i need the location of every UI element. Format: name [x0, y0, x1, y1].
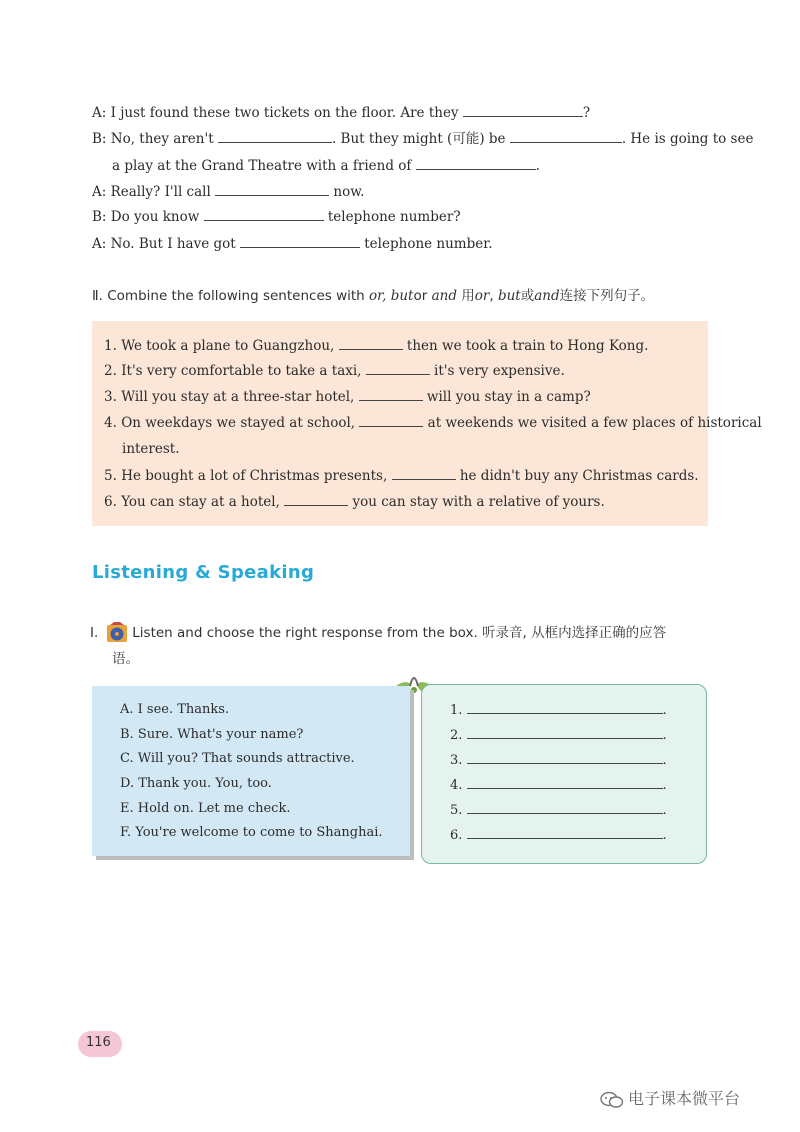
- wechat-icon: [600, 1091, 624, 1109]
- exercise-2-box: [92, 321, 762, 526]
- answer-blank[interactable]: [467, 826, 663, 839]
- answer-line: 3. .: [450, 753, 667, 768]
- answer-blank[interactable]: [467, 701, 663, 714]
- exercise-2-instruction: Ⅱ. Combine the following sentences with or, butor and 用or, but或and连接下列句子。: [92, 288, 655, 304]
- response-option: B. Sure. What's your name?: [120, 727, 304, 742]
- section-title: Listening & Speaking: [92, 562, 315, 583]
- answer-line: 1. .: [450, 703, 667, 718]
- dialogue-line-6: A: No. But I have got telephone number.: [92, 236, 493, 252]
- list-item: 5. He bought a lot of Christmas presents, he didn't buy any Christmas cards.: [104, 468, 699, 484]
- response-option: E. Hold on. Let me check.: [120, 801, 291, 816]
- list-item: 4. On weekdays we stayed at school, at weekends we visited a few places of historical: [104, 415, 762, 431]
- answer-blank[interactable]: [467, 726, 663, 739]
- answer-blank[interactable]: [467, 751, 663, 764]
- answer-blank[interactable]: [366, 362, 430, 375]
- dialogue-line-5: B: Do you know telephone number?: [92, 209, 461, 225]
- answer-blank[interactable]: [339, 337, 403, 350]
- dialogue-line-4: A: Really? I'll call now.: [92, 184, 365, 200]
- dialogue-line-3: a play at the Grand Theatre with a friend of .: [112, 158, 540, 174]
- answer-box: [421, 684, 707, 864]
- answer-blank[interactable]: [463, 104, 583, 117]
- answer-line: 2. .: [450, 728, 667, 743]
- answer-blank[interactable]: [204, 208, 324, 221]
- list-item: 2. It's very comfortable to take a taxi, it's very expensive.: [104, 363, 565, 379]
- list-item: 1. We took a plane to Guangzhou, then we took a train to Hong Kong.: [104, 338, 649, 354]
- answer-blank[interactable]: [510, 130, 622, 143]
- answer-blank[interactable]: [392, 467, 456, 480]
- answer-blank[interactable]: [284, 493, 348, 506]
- answer-blank[interactable]: [416, 157, 536, 170]
- response-option: F. You're welcome to come to Shanghai.: [120, 825, 383, 840]
- audio-cd-icon: [106, 622, 128, 644]
- answer-line: 4. .: [450, 778, 667, 793]
- answer-blank[interactable]: [467, 801, 663, 814]
- list-item: interest.: [122, 441, 180, 457]
- response-options-box: [92, 686, 410, 856]
- answer-line: 6. .: [450, 828, 667, 843]
- response-option: A. I see. Thanks.: [120, 702, 230, 717]
- watermark: 电子课本微平台: [600, 1086, 740, 1109]
- answer-blank[interactable]: [467, 776, 663, 789]
- answer-blank[interactable]: [240, 235, 360, 248]
- list-item: 3. Will you stay at a three-star hotel, will you stay in a camp?: [104, 389, 591, 405]
- answer-blank[interactable]: [359, 388, 423, 401]
- answer-blank[interactable]: [359, 414, 423, 427]
- page-number: 116: [78, 1031, 122, 1057]
- dialogue-line-2: B: No, they aren't . But they might (可能) be . He is going to see: [92, 131, 754, 147]
- answer-blank[interactable]: [218, 130, 332, 143]
- listening-instruction: Ⅰ. Listen and choose the right response from the box. 听录音, 从框内选择正确的应答 语。: [90, 620, 666, 672]
- response-option: D. Thank you. You, too.: [120, 776, 272, 791]
- answer-line: 5. .: [450, 803, 667, 818]
- list-item: 6. You can stay at a hotel, you can stay with a relative of yours.: [104, 494, 605, 510]
- dialogue-line-1: A: I just found these two tickets on the floor. Are they ?: [92, 105, 591, 121]
- answer-blank[interactable]: [215, 183, 329, 196]
- response-option: C. Will you? That sounds attractive.: [120, 751, 355, 766]
